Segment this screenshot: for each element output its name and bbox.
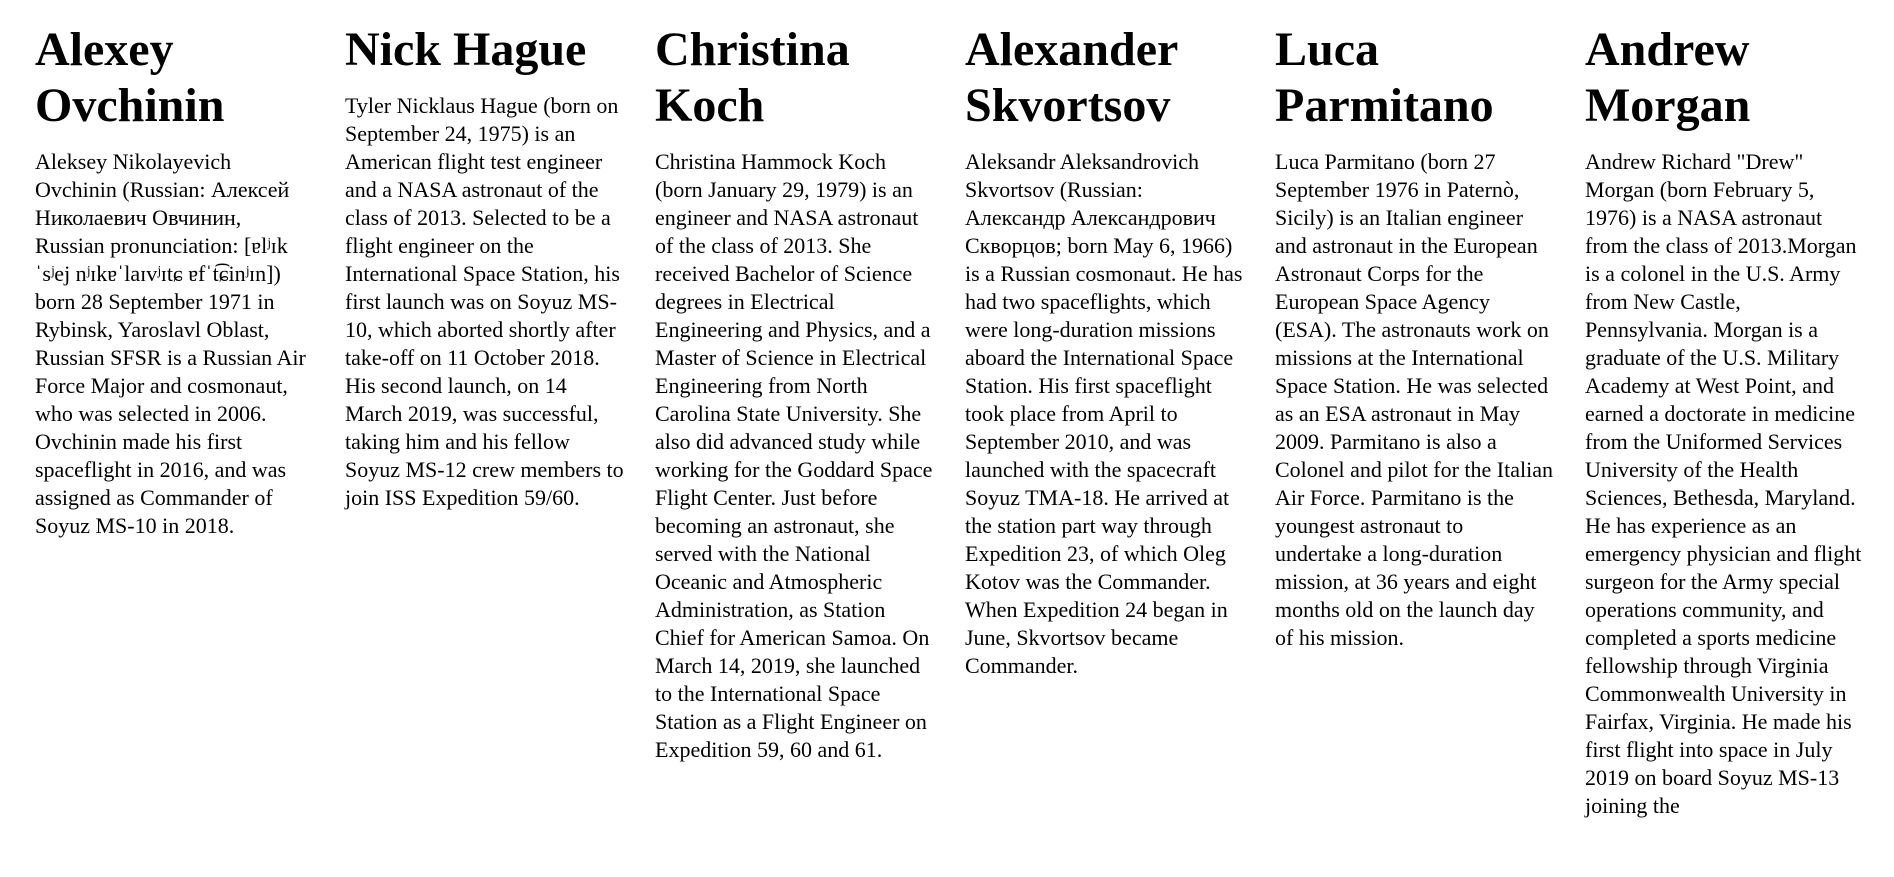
crew-card-alexey-ovchinin: [35, 22, 315, 540]
crew-card-andrew-morgan: [1585, 22, 1865, 820]
crew-name: Andrew Morgan: [1585, 23, 1751, 132]
crew-bio: Aleksandr Aleksandrovich Skvortsov (Russian: Александр Александрович Скворцов; born May 6, 1966) is a Russian cosmonaut. He has had two spaceflights, which were long-duration missions aboard the International Space Station. His first spaceflight took place from April to September 2010, and was launched with the spacecraft Soyuz TMA-18. He arrived at the station part way through Expedition 23, of which Oleg Kotov was the Commander. When Expedition 24 began in June, Skvortsov became Commander.: [965, 149, 1243, 678]
crew-name: Nick Hague: [345, 23, 587, 76]
crew-name: Alexey Ovchinin: [35, 23, 225, 132]
crew-name: Luca Parmitano: [1275, 23, 1494, 132]
crew-bio: Aleksey Nikolayevich Ovchinin (Russian: Алексей Николаевич Овчинин, Russian pronunciation: [ɐlʲɪkˈsʲej nʲɪkɐˈlaɪvʲɪtɕ ɐfˈt͡ɕinʲɪn]) born 28 September 1971 in Rybinsk, Yaroslavl Oblast, Russian SFSR is a Russian Air Force Major and cosmonaut, who was selected in 2006. Ovchinin made his first spaceflight in 2016, and was assigned as Commander of Soyuz MS-10 in 2018.: [35, 149, 306, 538]
crew-name: Christina Koch: [655, 23, 850, 132]
crew-name: Alexander Skvortsov: [965, 23, 1178, 132]
crew-card-luca-parmitano: [1275, 22, 1555, 652]
crew-bio: Luca Parmitano (born 27 September 1976 in Paternò, Sicily) is an Italian engineer and astronaut in the European Astronaut Corps for the European Space Agency (ESA). The astronauts work on missions at the International Space Station. He was selected as an ESA astronaut in May 2009. Parmitano is also a Colonel and pilot for the Italian Air Force. Parmitano is the youngest astronaut to undertake a long-duration mission, at 36 years and eight months old on the launch day of his mission.: [1275, 149, 1553, 650]
crew-card-nick-hague: [345, 22, 625, 512]
crew-card-alexander-skvortsov: [965, 22, 1245, 680]
crew-card-christina-koch: [655, 22, 935, 764]
crew-bio: Andrew Richard "Drew" Morgan (born February 5, 1976) is a NASA astronaut from the class of 2013.Morgan is a colonel in the U.S. Army from New Castle, Pennsylvania. Morgan is a graduate of the U.S. Military Academy at West Point, and earned a doctorate in medicine from the Uniformed Services University of the Health Sciences, Bethesda, Maryland. He has experience as an emergency physician and flight surgeon for the Army special operations community, and completed a sports medicine fellowship through Virginia Commonwealth University in Fairfax, Virginia. He made his first flight into space in July 2019 on board Soyuz MS-13 joining the: [1585, 149, 1862, 818]
crew-bio: Tyler Nicklaus Hague (born on September 24, 1975) is an American flight test engineer and a NASA astronaut of the class of 2013. Selected to be a flight engineer on the International Space Station, his first launch was on Soyuz MS-10, which aborted shortly after take-off on 11 October 2018. His second launch, on 14 March 2019, was successful, taking him and his fellow Soyuz MS-12 crew members to join ISS Expedition 59/60.: [345, 93, 624, 510]
crew-bio: Christina Hammock Koch (born January 29, 1979) is an engineer and NASA astronaut of the class of 2013. She received Bachelor of Science degrees in Electrical Engineering and Physics, and a Master of Science in Electrical Engineering from North Carolina State University. She also did advanced study while working for the Goddard Space Flight Center. Just before becoming an astronaut, she served with the National Oceanic and Atmospheric Administration, as Station Chief for American Samoa. On March 14, 2019, she launched to the International Space Station as a Flight Engineer on Expedition 59, 60 and 61.: [655, 149, 933, 762]
